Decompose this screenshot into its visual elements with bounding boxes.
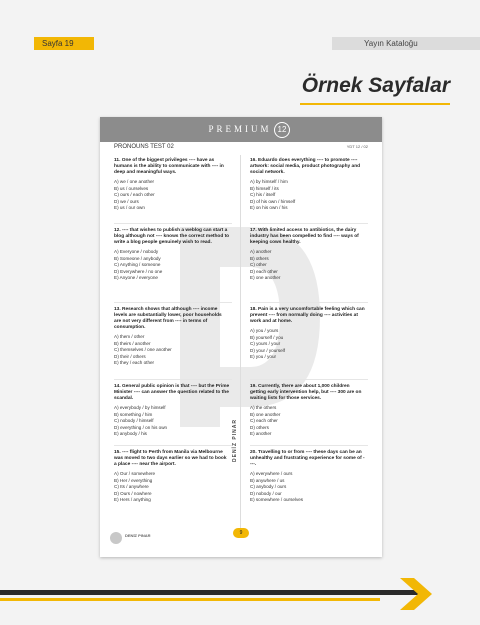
question-11: [114, 158, 230, 212]
option-c: C) Anything / someone: [114, 262, 161, 268]
page-title: Örnek Sayfalar: [301, 74, 450, 97]
option-a: A) everybody / by himself: [114, 405, 166, 410]
option-c: C) his / itself: [250, 192, 276, 198]
question-13: [114, 307, 230, 367]
separator: [250, 379, 368, 380]
test-title: PRONOUNS TEST 02: [114, 144, 174, 150]
option-d: D) Everywhere / no one: [114, 268, 163, 274]
page-badge: Sayfa 19: [34, 37, 94, 50]
option-d: D) each other: [250, 268, 278, 274]
option-a: A) you / yours: [250, 328, 279, 333]
option-a: A) everywhere / ours: [250, 471, 293, 476]
question-stem: 15. ---- flight to Perth from Manila via Melbourne was moved to two days earlier so we had to book a place ---- near the airport.: [114, 450, 227, 467]
option-b: B) Her / everything: [114, 477, 153, 483]
logo-icon: [110, 532, 122, 544]
option-b: B) us / ourselves: [114, 185, 149, 191]
question-stem: 17. With limited access to antibiotics, the dairy industry has been compelled to find ---- ways of keeping cows healthy.: [250, 228, 359, 245]
separator: [114, 223, 232, 224]
option-d: D) Ours / nowhere: [114, 490, 152, 496]
option-b: B) something / him: [114, 411, 153, 417]
option-b: B) others: [250, 255, 269, 261]
question-stem: 12. ---- that wishes to publish a weblog can start a blog although not ---- knows the correct method to write a blog people genuinely wish to read.: [114, 228, 230, 245]
decorative-chevron-icon: [400, 578, 440, 610]
page-number: 9: [233, 528, 249, 538]
catalog-label: Yayın Kataloğu: [332, 37, 480, 50]
option-a: A) them / other: [114, 334, 145, 339]
separator: [114, 379, 232, 380]
question-14: [114, 384, 230, 438]
sample-page: [100, 117, 382, 557]
option-e: E) us / our own: [114, 205, 145, 211]
premium-number: 12: [274, 122, 290, 138]
top-bar: [0, 0, 480, 52]
separator: [250, 445, 368, 446]
option-e: E) they / each other: [114, 360, 155, 366]
option-e: E) another: [250, 431, 272, 437]
question-stem: 19. Currently, there are about 1,000 children getting early intervention help, but ---- 300 are on waiting lists for those services.: [250, 384, 362, 401]
separator: [114, 302, 232, 303]
option-b: B) one another: [250, 411, 281, 417]
option-d: D) their / others: [114, 353, 146, 359]
question-stem: 16. Eduardo does everything ---- to promote ---- artwork: social media, product photography and social network.: [250, 158, 361, 175]
test-code: YDT 12 / 02: [346, 144, 368, 149]
option-a: A) Our / somewhere: [114, 471, 156, 476]
option-c: C) yours / your: [250, 341, 281, 347]
question-12: [114, 228, 230, 282]
option-c: C) ours / each other: [114, 192, 155, 198]
option-a: A) the others: [250, 405, 277, 410]
publisher-logo: [110, 531, 170, 545]
option-c: C) each other: [250, 418, 278, 424]
question-stem: 18. Pain is a very uncomfortable feeling which can prevent ---- from normally doing ---- activities at work and at home.: [250, 307, 365, 324]
option-e: E) anybody / his: [114, 431, 147, 437]
option-b: B) yourself / you: [250, 334, 284, 340]
option-e: E) on his own / his: [250, 205, 288, 211]
question-20: [250, 450, 366, 504]
option-e: E) Hers / anything: [114, 497, 151, 503]
question-19: [250, 384, 366, 438]
title-underline: [300, 103, 450, 105]
question-stem: 11. One of the biggest privileges ---- have as humans is the ability to communicate with ---- in deep and meaningful ways.: [114, 158, 224, 175]
question-18: [250, 307, 366, 361]
option-c: C) nobody / himself: [114, 418, 154, 424]
option-d: D) others: [250, 424, 269, 430]
question-stem: 20. Travelling to or from ---- these days can be an unhealthy and frustrating experience for some of ----.: [250, 450, 365, 467]
option-d: D) we / ours: [114, 198, 139, 204]
option-e: E) Anyone / everyone: [114, 275, 158, 281]
option-c: C) Its / anywhere: [114, 484, 149, 490]
option-d: D) your / yourself: [250, 347, 285, 353]
option-e: E) you / your: [250, 354, 277, 360]
premium-header: [100, 117, 382, 142]
premium-label: PREMIUM: [208, 124, 272, 134]
logo-text: DENİZ PINAR: [125, 533, 151, 538]
option-a: A) Everyone / nobody: [114, 249, 159, 254]
decorative-stripe-yellow: [0, 598, 380, 601]
question-16: [250, 158, 366, 212]
option-c: C) other: [250, 262, 267, 268]
option-d: D) nobody / our: [250, 490, 282, 496]
option-d: D) of his own / himself: [250, 198, 296, 204]
separator: [250, 223, 368, 224]
option-c: C) anybody / ours: [250, 484, 287, 490]
option-a: A) another: [250, 249, 272, 254]
option-e: E) one another: [250, 275, 281, 281]
question-stem: 13. Research shows that although ---- income levels are substantially lower, poor households are not very different from ---- in terms of consumption.: [114, 307, 222, 330]
vertical-brand: DENİZ PINAR: [232, 419, 238, 462]
option-b: B) anywhere / us: [250, 477, 285, 483]
column-divider: [240, 155, 241, 535]
question-stem: 14. General public opinion is that ---- but the Prime Minister ---- can answer the question related to the scandal.: [114, 384, 230, 401]
option-a: A) we / one another: [114, 179, 155, 184]
option-b: B) himself / its: [250, 185, 279, 191]
separator: [250, 302, 368, 303]
decorative-stripe-dark: [0, 590, 420, 595]
option-c: C) themselves / one another: [114, 347, 172, 353]
option-b: B) Someone / anybody: [114, 255, 161, 261]
option-e: E) somewhere / ourselves: [250, 497, 304, 503]
option-b: B) theirs / another: [114, 340, 151, 346]
option-d: D) everything / on his own: [114, 424, 168, 430]
separator: [114, 445, 232, 446]
question-15: [114, 450, 230, 504]
question-17: [250, 228, 366, 282]
option-a: A) by himself / him: [250, 179, 288, 184]
